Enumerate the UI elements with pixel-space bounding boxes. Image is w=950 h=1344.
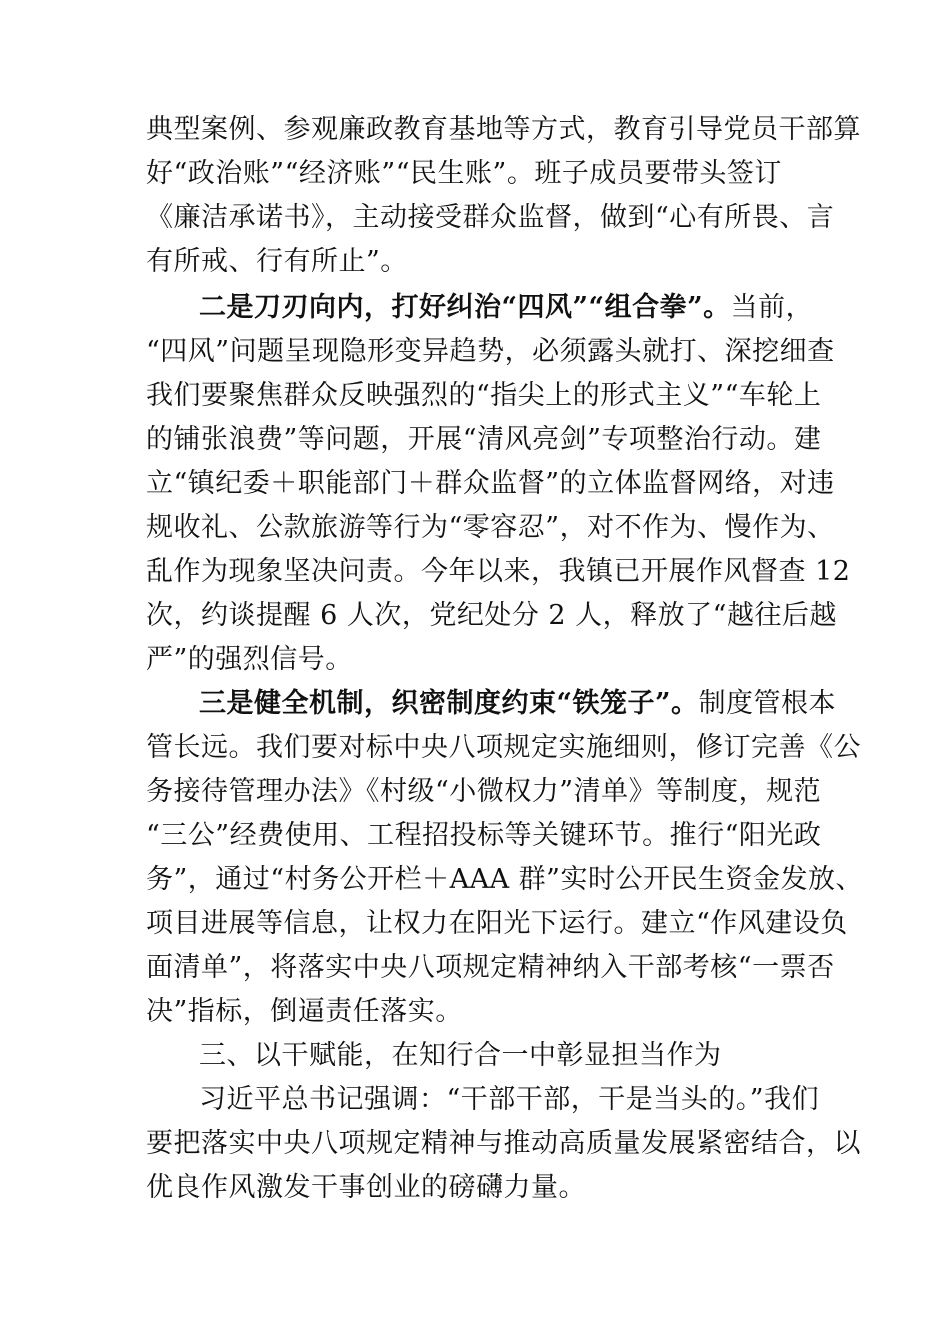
body-text-line: 项目进展等信息，让权力在阳光下运行。建立“作风建设负 [146, 908, 848, 939]
body-text-line: 典型案例、参观廉政教育基地等方式，教育引导党员干部算 [146, 114, 861, 145]
body-text-line: 面清单”，将落实中央八项规定精神纳入干部考核“一票否 [146, 952, 835, 983]
body-text-line: 优良作风激发干事创业的磅礴力量。 [146, 1172, 586, 1203]
body-text-line: 管长远。我们要对标中央八项规定实施细则，修订完善《公 [146, 732, 861, 763]
body-text-line: “三公”经费使用、工程招投标等关键环节。推行“阳光政 [146, 820, 822, 851]
section-two-heading: 二是刀刃向内，打好纠治“四风”“组合拳”。 [199, 292, 731, 323]
chapter-heading: 三、以干赋能，在知行合一中彰显担当作为 [199, 1040, 722, 1071]
body-text-line: 务”，通过“村务公开栏＋AAA 群”实时公开民生资金发放、 [146, 864, 863, 895]
section-three-heading-line [199, 682, 836, 726]
body-text-line: 乱作为现象坚决问责。今年以来，我镇已开展作风督查 12 [146, 556, 851, 587]
body-text-line: 习近平总书记强调：“干部干部，干是当头的。”我们 [199, 1084, 820, 1115]
section-three-heading: 三是健全机制，织密制度约束“铁笼子”。 [199, 688, 699, 719]
body-text-line: 有所戒、行有所止”。 [146, 246, 408, 277]
body-text-line: 严”的强烈信号。 [146, 644, 353, 675]
body-text-line: 规收礼、公款旅游等行为“零容忍”，对不作为、慢作为、 [146, 512, 835, 543]
body-text-line: “四风”问题呈现隐形变异趋势，必须露头就打、深挖细查 [146, 336, 835, 367]
body-text-line: 我们要聚焦群众反映强烈的“指尖上的形式主义”“车轮上 [146, 380, 822, 411]
body-text-line: 要把落实中央八项规定精神与推动高质量发展紧密结合，以 [146, 1128, 861, 1159]
body-text-run: 制度管根本 [698, 688, 837, 719]
body-text-line: 好“政治账”“经济账”“民生账”。班子成员要带头签订 [146, 158, 782, 189]
body-text-line: 务接待管理办法》《村级“小微权力”清单》等制度，规范 [146, 776, 822, 807]
section-two-heading-line [199, 286, 813, 330]
body-text-run: 当前， [730, 292, 814, 323]
body-text-line: 决”指标，倒逼责任落实。 [146, 996, 463, 1027]
body-text-line: 《廉洁承诺书》，主动接受群众监督，做到“心有所畏、言 [146, 202, 835, 233]
body-text-line: 的铺张浪费”等问题，开展“清风亮剑”专项整治行动。建 [146, 424, 822, 455]
body-text-line: 次，约谈提醒 6 人次，党纪处分 2 人，释放了“越往后越 [146, 600, 837, 631]
body-text-line: 立“镇纪委＋职能部门＋群众监督”的立体监督网络，对违 [146, 468, 835, 499]
